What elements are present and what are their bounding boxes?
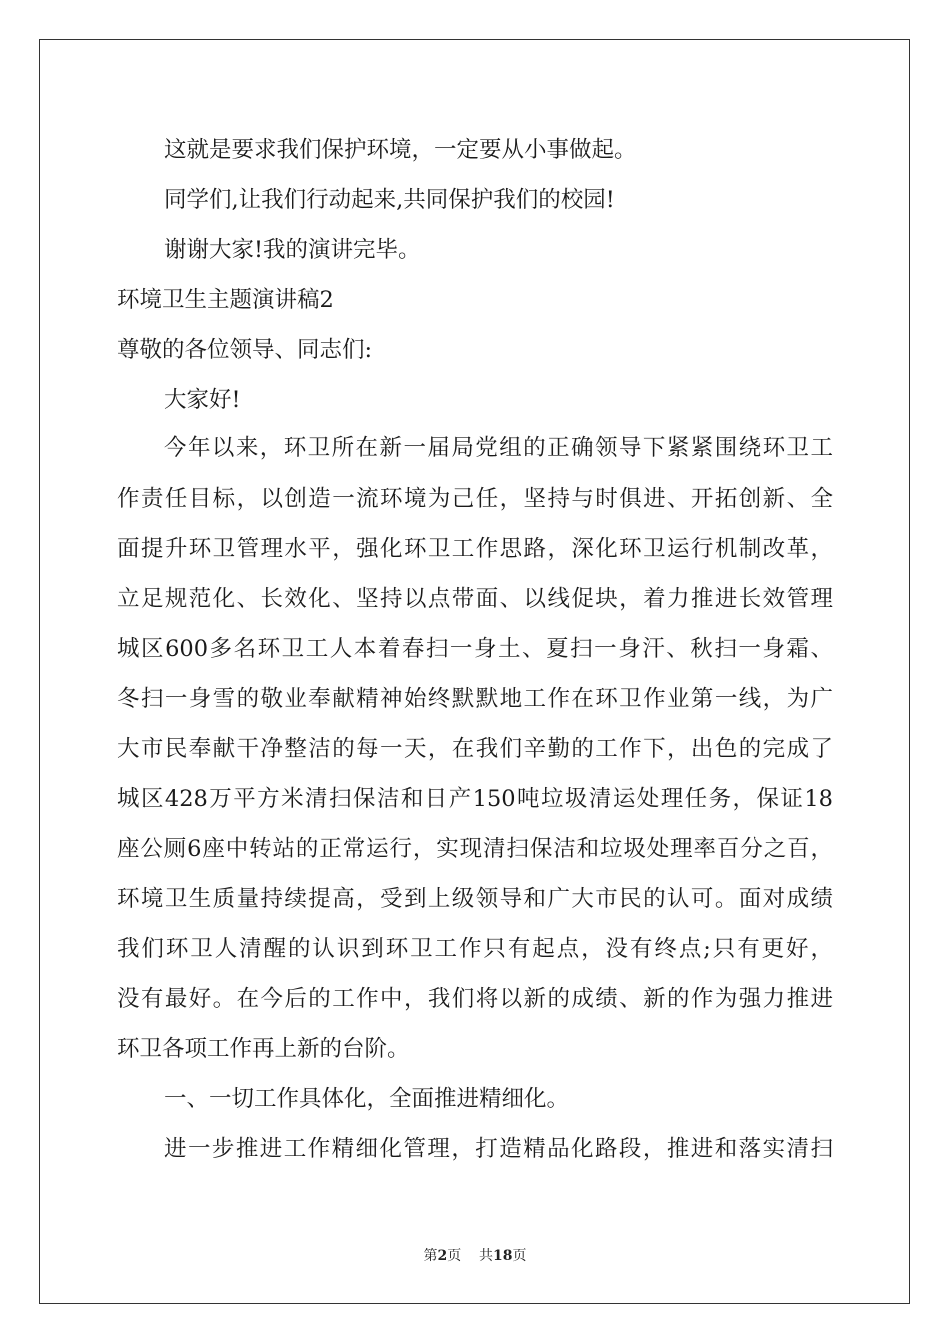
paragraph-line: 进一步推进工作精细化管理，打造精品化路段，推进和落实清扫 bbox=[164, 1136, 833, 1162]
paragraph-line: 城区600多名环卫工人本着春扫一身土、夏扫一身汗、秋扫一身霜、 bbox=[117, 636, 833, 662]
page-suffix: 页 bbox=[447, 1248, 462, 1264]
paragraph-line: 谢谢大家!我的演讲完毕。 bbox=[164, 237, 421, 263]
total-pages: 18 bbox=[493, 1248, 513, 1264]
page-prefix: 第 bbox=[423, 1248, 438, 1264]
greeting: 大家好! bbox=[164, 387, 241, 413]
paragraph-line: 没有最好。在今后的工作中，我们将以新的成绩、新的作为强力推进 bbox=[117, 986, 833, 1012]
paragraph-line: 今年以来，环卫所在新一届局党组的正确领导下紧紧围绕环卫工 bbox=[164, 435, 833, 461]
paragraph-line: 冬扫一身雪的敬业奉献精神始终默默地工作在环卫作业第一线，为广 bbox=[117, 686, 833, 712]
section-heading: 环境卫生主题演讲稿2 bbox=[117, 287, 334, 313]
paragraph-line: 我们环卫人清醒的认识到环卫工作只有起点，没有终点;只有更好， bbox=[117, 936, 833, 962]
paragraph-line: 座公厕6座中转站的正常运行，实现清扫保洁和垃圾处理率百分之百， bbox=[117, 836, 833, 862]
total-prefix: 共 bbox=[479, 1248, 494, 1264]
salutation: 尊敬的各位领导、同志们: bbox=[117, 337, 373, 363]
paragraph-line: 城区428万平方米清扫保洁和日产150吨垃圾清运处理任务，保证18 bbox=[117, 786, 833, 812]
paragraph-line: 作责任目标，以创造一流环境为己任，坚持与时俱进、开拓创新、全 bbox=[117, 486, 833, 512]
page-footer bbox=[0, 1247, 950, 1265]
paragraph-line: 立足规范化、长效化、坚持以点带面、以线促块，着力推进长效管理 bbox=[117, 586, 833, 612]
total-suffix: 页 bbox=[512, 1248, 527, 1264]
paragraph-line: 面提升环卫管理水平，强化环卫工作思路，深化环卫运行机制改革， bbox=[117, 536, 833, 562]
subsection-heading: 一、一切工作具体化，全面推进精细化。 bbox=[164, 1086, 570, 1112]
paragraph-line: 环卫各项工作再上新的台阶。 bbox=[117, 1036, 410, 1062]
page-border bbox=[39, 39, 910, 1304]
page-number: 2 bbox=[437, 1248, 448, 1264]
paragraph-line: 同学们,让我们行动起来,共同保护我们的校园! bbox=[164, 187, 615, 213]
paragraph-line: 大市民奉献干净整洁的每一天，在我们辛勤的工作下，出色的完成了 bbox=[117, 736, 833, 762]
paragraph-line: 这就是要求我们保护环境，一定要从小事做起。 bbox=[164, 137, 637, 163]
paragraph-line: 环境卫生质量持续提高，受到上级领导和广大市民的认可。面对成绩 bbox=[117, 886, 833, 912]
